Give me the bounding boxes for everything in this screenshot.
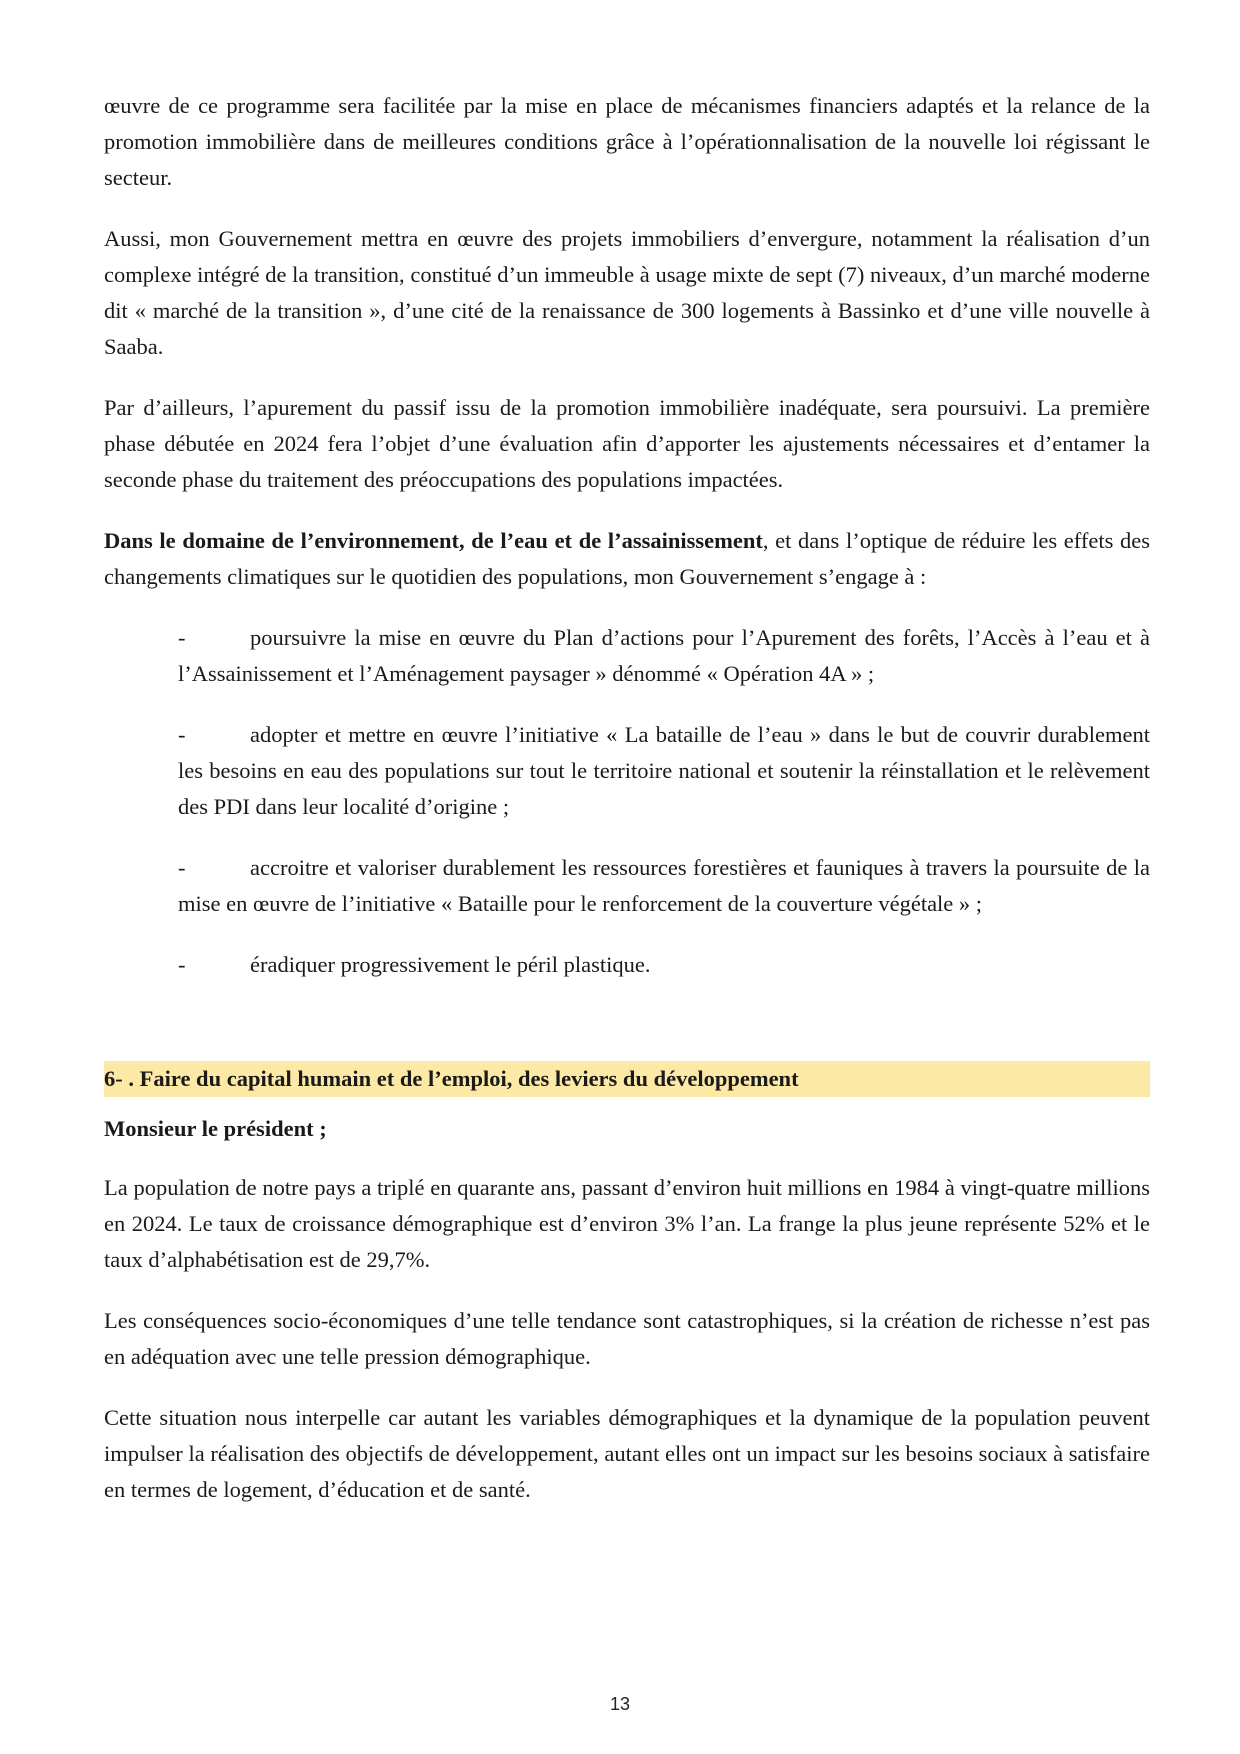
bullet-text: accroitre et valoriser durablement les ressources forestières et fauniques à travers la poursuite de la mise en œuvre de l’initiative « Bataille pour le renforcement de la couverture végétale » ; — [178, 855, 1150, 916]
paragraph-programme: œuvre de ce programme sera facilitée par la mise en place de mécanismes financiers adaptés et la relance de la promotion immobilière dans de meilleures conditions grâce à l’opérationnalisation de la nouvelle loi régissant le secteur. — [104, 93, 1150, 190]
bullet-dash: - — [178, 625, 186, 650]
page-number: 13 — [609, 1694, 631, 1714]
bullet-dash: - — [178, 855, 186, 880]
document-page — [104, 88, 1150, 1533]
list-item — [178, 717, 1150, 825]
bullet-dash: - — [178, 952, 186, 977]
paragraph-consequences: Les conséquences socio-économiques d’une telle tendance sont catastrophiques, si la création de richesse n’est pas en adéquation avec une telle pression démographique. — [104, 1308, 1150, 1369]
paragraph-environnement — [104, 523, 1150, 595]
salutation: Monsieur le président ; — [104, 1116, 327, 1141]
paragraph-situation: Cette situation nous interpelle car autant les variables démographiques et la dynamique de la population peuvent impulser la réalisation des objectifs de développement, autant elles ont un impact sur les besoins sociaux à satisfaire en termes de logement, d’éducation et de santé. — [104, 1405, 1150, 1502]
list-item — [178, 620, 1150, 692]
bullet-text: éradiquer progressivement le péril plastique. — [250, 952, 651, 977]
environnement-rest: , et dans l’optique de réduire les effets des changements climatiques sur le quotidien des populations, mon Gouvernement s’engage à : — [104, 528, 1150, 589]
paragraph-projets-immobiliers: Aussi, mon Gouvernement mettra en œuvre des projets immobiliers d’envergure, notamment la réalisation d’un complexe intégré de la transition, constitué d’un immeuble à usage mixte de sept (7) niveaux, d’un marché moderne dit « marché de la transition », d’une cité de la renaissance de 300 logements à Bassinko et d’une ville nouvelle à Saaba. — [104, 226, 1150, 359]
section-heading-capital-humain: 6- . Faire du capital humain et de l’emploi, des leviers du développement — [104, 1061, 1150, 1097]
bullet-dash: - — [178, 722, 186, 747]
bullet-text: adopter et mettre en œuvre l’initiative « La bataille de l’eau » dans le but de couvrir durablement les besoins en eau des populations sur tout le territoire national et soutenir la réinstallation et le relèvement des PDI dans leur localité d’origine ; — [178, 722, 1150, 819]
list-item — [178, 850, 1150, 922]
list-item — [178, 947, 1150, 983]
engagements-list — [104, 620, 1150, 983]
bullet-text: poursuivre la mise en œuvre du Plan d’actions pour l’Apurement des forêts, l’Accès à l’eau et à l’Assainissement et l’Aménagement paysager » dénommé « Opération 4A » ; — [178, 625, 1150, 686]
paragraph-apurement-passif: Par d’ailleurs, l’apurement du passif issu de la promotion immobilière inadéquate, sera poursuivi. La première phase débutée en 2024 fera l’objet d’une évaluation afin d’apporter les ajustements nécessaires et d’entamer la seconde phase du traitement des préoccupations des populations impactées. — [104, 395, 1150, 492]
environnement-bold-lead: Dans le domaine de l’environnement, de l’eau et de l’assainissement — [104, 528, 763, 553]
paragraph-population: La population de notre pays a triplé en quarante ans, passant d’environ huit millions en 1984 à vingt-quatre millions en 2024. Le taux de croissance démographique est d’environ 3% l’an. La frange la plus jeune représente 52% et le taux d’alphabétisation est de 29,7%. — [104, 1175, 1150, 1272]
